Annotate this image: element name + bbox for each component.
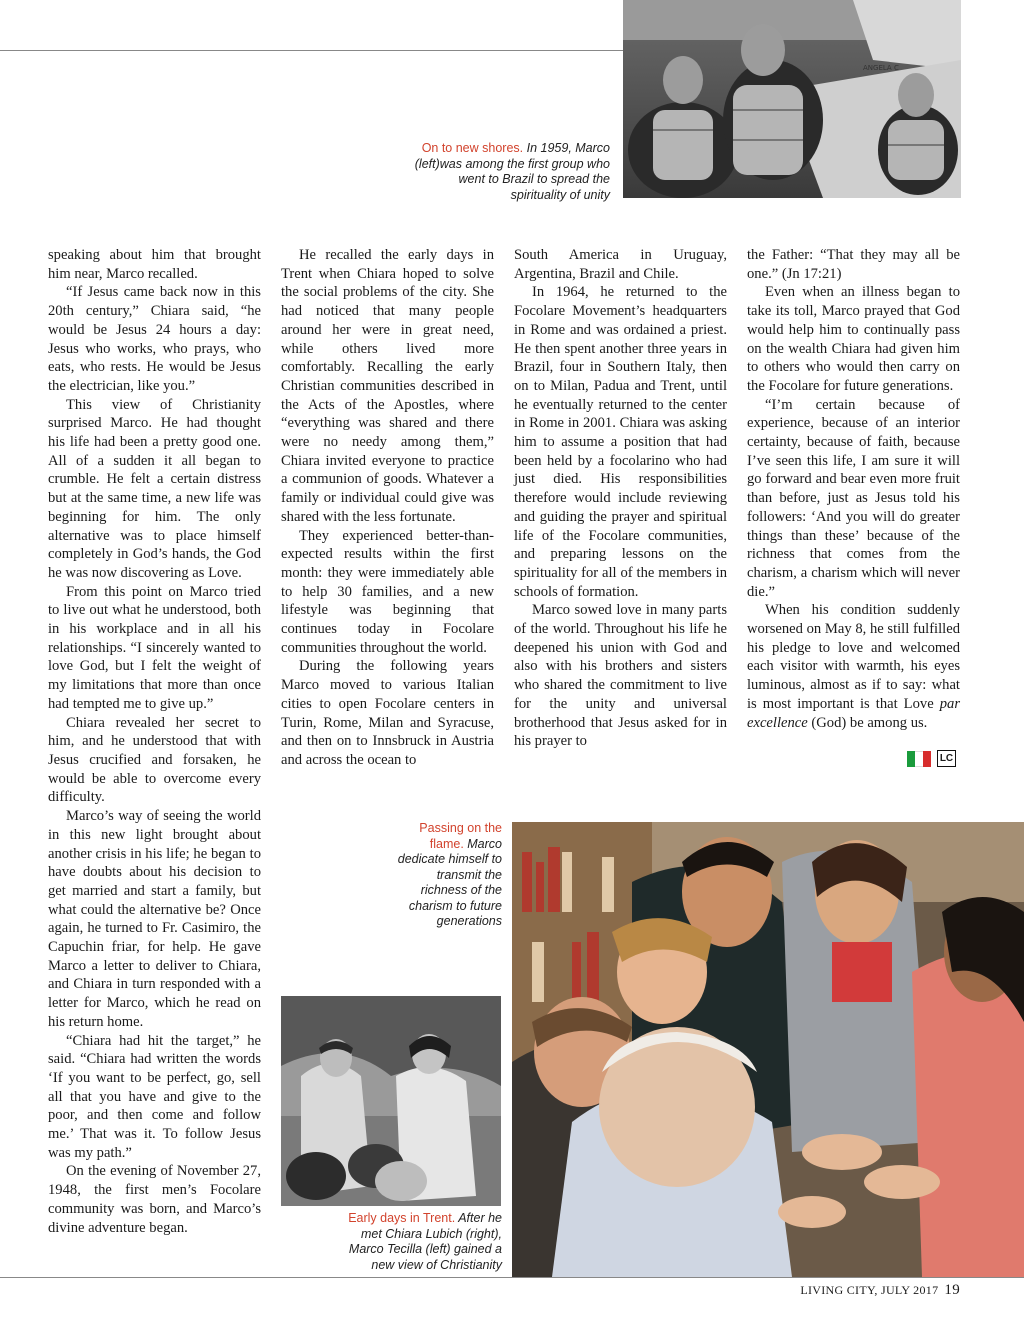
paragraph: “I’m certain because of experience, because of an interior certainty, because of faith, because I’ve seen this life, I am sure it will go forward and bear even more fruit than before, just as Jesus told his followers: ‘And you will do greater things than these’ because of the richness that comes from the charism, a charism which will never die.” [747, 396, 960, 600]
paragraph: Chiara revealed her secret to him, and he understood that with Jesus crucified and forsaken, he would be able to overcome every difficulty. [48, 714, 261, 806]
boat-label: ANGELA C [863, 64, 899, 72]
caption-text: Marco dedicate himself to transmit the richness of the charism to future generations [397, 836, 502, 928]
photo-trent-early-days [281, 996, 501, 1206]
caption-lead: On to new shores. [421, 141, 524, 155]
paragraph: This view of Christianity surprised Marco. He had thought his life had been a pretty good one. All of a sudden it all began to crumble. He felt a certain distress but at the same time, a new life was beginning for him. The only alternative was to place himself completely in God’s hands, the God he was now discovering as Love. [48, 396, 261, 581]
article-column-4 [747, 246, 960, 732]
paragraph: He recalled the early days in Trent when Chiara hoped to solve the social problems of the city. She had noticed that many people around her were in great need, while others lived more comfortably. Recalling the early Christian communities described in the Acts of the Apostles, where “everything was shared and there were no needy among them,” Chiara invited everyone to practice a communion of goods. Whatever a family or individual could give was shared with the less fortunate. [281, 247, 494, 525]
flag-stripe [907, 751, 915, 767]
caption-early-days-trent [330, 1211, 502, 1273]
flag-stripe [923, 751, 931, 767]
paragraph: On the evening of November 27, 1948, the first men’s Focolare community was born, and Marco’s divine adventure began. [48, 1163, 261, 1236]
page-number: 19 [944, 1282, 960, 1298]
paragraph: “If Jesus came back now in this 20th century,” Chiara said, “he would be Jesus 24 hours a day: Jesus who works, who prays, who eats, who rests. He would be Jesus the electrician, like you.” [48, 284, 261, 394]
caption-passing-flame [395, 821, 502, 930]
page-footer [800, 1282, 960, 1299]
paragraph-final [747, 601, 960, 732]
photo-young-people [512, 822, 1024, 1277]
text-run: (God) be among us. [807, 714, 928, 731]
italy-flag-icon [907, 751, 931, 767]
caption-lead: Passing on the flame. [419, 821, 502, 851]
paragraph: From this point on Marco tried to live out what he understood, both in his workplace and in all his relationships. “I sincerely wanted to love God, but I felt the weight of my limitations that more than once had tempted me to give up.” [48, 583, 261, 712]
paragraph: South America in Uruguay, Argentina, Brazil and Chile. [514, 247, 727, 282]
article-column-2 [281, 246, 494, 770]
caption-new-shores [410, 141, 610, 203]
text-run-italic: par excellence [747, 695, 960, 731]
lc-logo-icon: LC [937, 750, 956, 767]
paragraph: Marco’s way of seeing the world in this new light brought about another crisis in his life; he began to have doubts about his decision to get married and start a family, but what could the alternative be? Once again, he turned to Fr. Casimiro, the Capuchin friar, for help. He gave Marco a letter to deliver to Chiara, and Chiara in turn responded with a letter for Marco, which he read on his return home. [48, 808, 261, 1030]
paragraph: In 1964, he returned to the Focolare Movement’s headquarters in Rome and was ordained a priest. He then spent another three years in Brazil, four in Southern Italy, then on to Milan, Padua and Trent, until he eventually returned to the center in Rome in 2001. Chiara was asking him to assume a position that had been held by a focolarino who had just died. His responsibilities therefore would include reviewing and guiding the prayer and spiritual life of the Focolare communities, and preparing lessons on the spirituality for all of the members in schools of formation. [514, 284, 727, 600]
paragraph: the Father: “That they may all be one.” (Jn 17:21) [747, 247, 960, 282]
magazine-issue: LIVING CITY, JULY 2017 [800, 1283, 939, 1297]
top-rule [0, 50, 624, 51]
caption-lead: Early days in Trent. [348, 1211, 456, 1225]
caption-text: After he met Chiara Lubich (right), Marco Tecilla (left) gained a new view of Christianity [348, 1211, 502, 1272]
article-column-1 [48, 246, 261, 1237]
paragraph: “Chiara had hit the target,” he said. “Chiara had written the words ‘If you want to be perfect, go, sell all that you have and give to the poor, and then come and follow me.’ That was it. To follow Jesus was my path.” [48, 1032, 261, 1161]
paragraph: speaking about him that brought him near, Marco recalled. [48, 247, 261, 282]
bottom-rule [0, 1277, 1024, 1278]
paragraph: Marco sowed love in many parts of the world. Throughout his life he deepened his union with God and also with his brothers and sisters who shared the commitment to live for the unity and universal brotherhood that Jesus asked for in his prayer to [514, 602, 727, 750]
end-mark [907, 750, 956, 767]
paragraph: They experienced better-than-expected results within the first month: they were immediately able to help 30 families, and a new lifestyle was beginning that continues today in Focolare communities throughout the world. [281, 527, 494, 656]
paragraph: During the following years Marco moved to various Italian cities to open Focolare centers in Turin, Rome, Milan and Syracuse, and then on to Innsbruck in Austria and across the ocean to [281, 658, 494, 768]
article-column-3 [514, 246, 727, 751]
caption-text: In 1959, Marco (left)was among the first group who went to Brazil to spread the spirituality of unity [414, 141, 610, 202]
photo-boat-1959 [623, 0, 961, 198]
flag-stripe [915, 751, 923, 767]
text-run: When his condition suddenly worsened on May 8, he still fulfilled his pledge to love and welcomed each visitor with warmth, his eyes luminous, almost as if to say: what is most important is that Love [747, 602, 960, 712]
paragraph: Even when an illness began to take its toll, Marco prayed that God would help him to continually pass on the wealth Chiara had given him to others who would then carry on the Focolare for future generations. [747, 284, 960, 394]
